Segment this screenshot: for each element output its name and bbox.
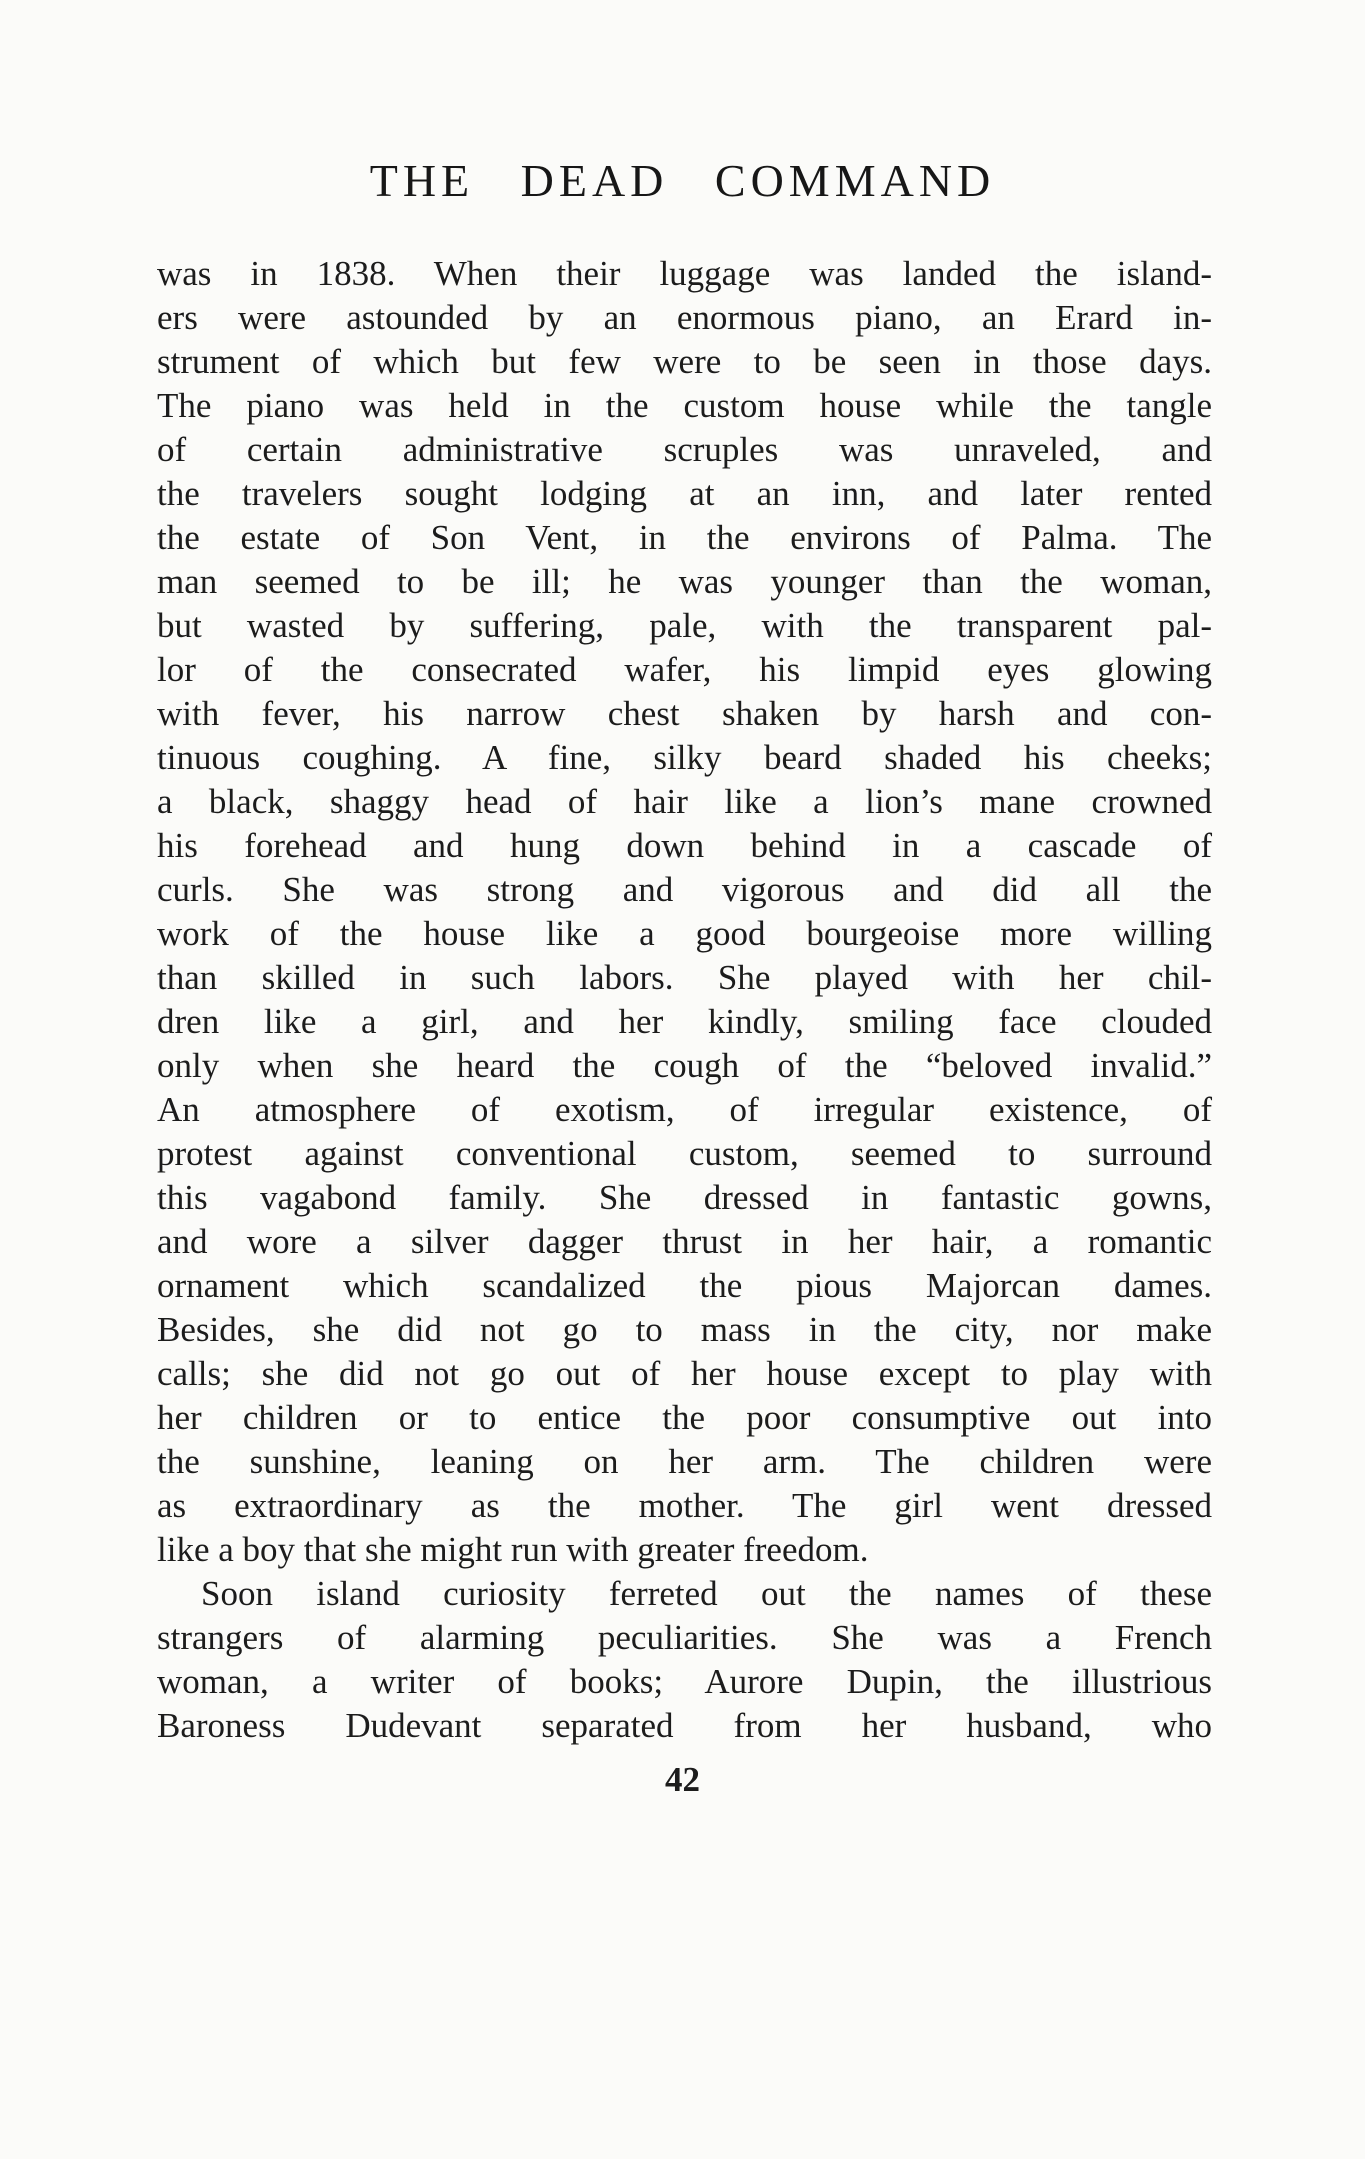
text-line: work of the house like a good bourgeoise more willing — [157, 914, 1212, 953]
text-line: strangers of alarming peculiarities. She was a French — [157, 1618, 1212, 1657]
text-line: curls. She was strong and vigorous and did all the — [157, 870, 1212, 909]
text-line: An atmosphere of exotism, of irregular existence, of — [157, 1090, 1212, 1129]
text-line: of certain administrative scruples was unraveled, and — [157, 430, 1212, 469]
text-line: woman, a writer of books; Aurore Dupin, the illustrious — [157, 1662, 1212, 1701]
text-line: Besides, she did not go to mass in the city, nor make — [157, 1310, 1212, 1349]
text-line: only when she heard the cough of the “beloved invalid.” — [157, 1046, 1212, 1085]
text-line: her children or to entice the poor consumptive out into — [157, 1398, 1212, 1437]
text-line: the travelers sought lodging at an inn, and later rented — [157, 474, 1212, 513]
text-line: Soon island curiosity ferreted out the names of these — [201, 1574, 1212, 1613]
text-line: strument of which but few were to be seen in those days. — [157, 342, 1212, 381]
text-line: a black, shaggy head of hair like a lion’s mane crowned — [157, 782, 1212, 821]
text-line: the estate of Son Vent, in the environs of Palma. The — [157, 518, 1212, 557]
text-line: than skilled in such labors. She played with her chil- — [157, 958, 1212, 997]
text-line: lor of the consecrated wafer, his limpid eyes glowing — [157, 650, 1212, 689]
body-text — [157, 252, 1212, 1748]
text-line: but wasted by suffering, pale, with the transparent pal- — [157, 606, 1212, 645]
text-line: ers were astounded by an enormous piano, an Erard in- — [157, 298, 1212, 337]
text-line: ornament which scandalized the pious Majorcan dames. — [157, 1266, 1212, 1305]
text-line: was in 1838. When their luggage was landed the island- — [157, 254, 1212, 293]
page-number: 42 — [665, 1760, 700, 1799]
text-line: man seemed to be ill; he was younger than the woman, — [157, 562, 1212, 601]
text-line: his forehead and hung down behind in a cascade of — [157, 826, 1212, 865]
page-title: THE DEAD COMMAND — [369, 155, 996, 206]
text-line: this vagabond family. She dressed in fantastic gowns, — [157, 1178, 1212, 1217]
text-line: dren like a girl, and her kindly, smiling face clouded — [157, 1002, 1212, 1041]
text-line: The piano was held in the custom house while the tangle — [157, 386, 1212, 425]
text-line: and wore a silver dagger thrust in her hair, a romantic — [157, 1222, 1212, 1261]
text-line: as extraordinary as the mother. The girl went dressed — [157, 1486, 1212, 1525]
text-line: tinuous coughing. A fine, silky beard shaded his cheeks; — [157, 738, 1212, 777]
text-line: the sunshine, leaning on her arm. The children were — [157, 1442, 1212, 1481]
text-line: Baroness Dudevant separated from her husband, who — [157, 1706, 1212, 1745]
text-line: like a boy that she might run with greater freedom. — [157, 1530, 869, 1569]
text-line: calls; she did not go out of her house except to play with — [157, 1354, 1212, 1393]
text-line: with fever, his narrow chest shaken by harsh and con- — [157, 694, 1212, 733]
text-line: protest against conventional custom, seemed to surround — [157, 1134, 1212, 1173]
